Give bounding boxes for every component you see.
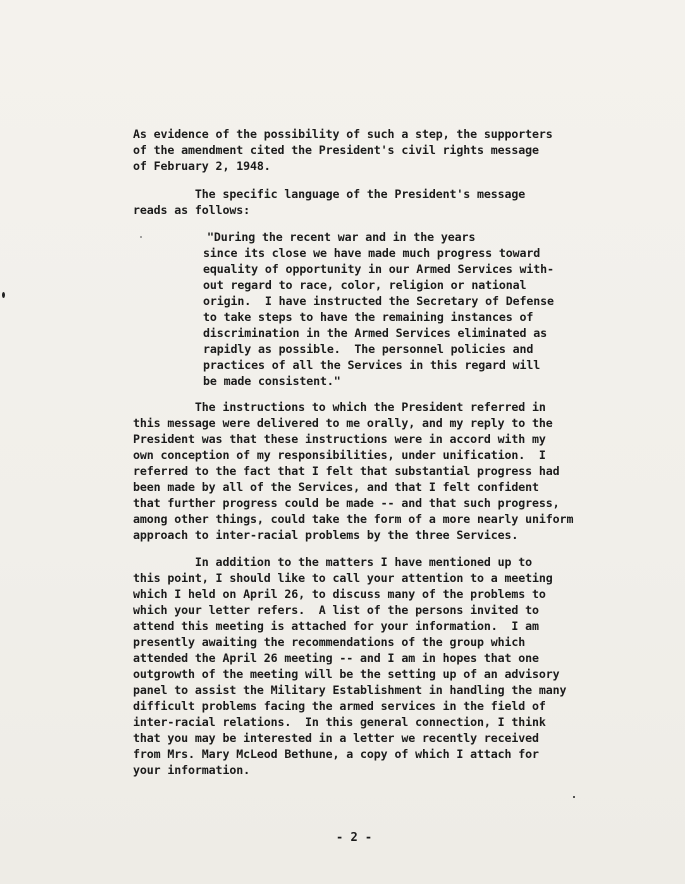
quote-line: out regard to race, color, religion or national xyxy=(203,278,527,292)
text-line: The specific language of the President's message xyxy=(133,187,526,201)
text-line: As evidence of the possibility of such a step, the supporters xyxy=(133,127,553,141)
text-line: this message were delivered to me orally, and my reply to the xyxy=(133,416,553,430)
text-line: presently awaiting the recommendations of the group which xyxy=(133,635,526,649)
text-line: approach to inter-racial problems by the three Services. xyxy=(133,528,519,542)
text-line: from Mrs. Mary McLeod Bethune, a copy of which I attach for xyxy=(133,747,539,761)
quote-line: origin. I have instructed the Secretary of Defense xyxy=(203,294,554,308)
scan-speck xyxy=(2,292,5,298)
text-line: referred to the fact that I felt that substantial progress had xyxy=(133,464,560,478)
text-line: The instructions to which the President referred in xyxy=(133,400,546,414)
text-line: that you may be interested in a letter we recently received xyxy=(133,731,539,745)
text-line: In addition to the matters I have mentioned up to xyxy=(133,555,533,569)
text-line: reads as follows: xyxy=(133,203,250,217)
text-line: of February 2, 1948. xyxy=(133,159,271,173)
text-line: President was that these instructions were in accord with my xyxy=(133,432,546,446)
text-line: that further progress could be made -- and that such progress, xyxy=(133,496,560,510)
quote-line: to take steps to have the remaining instances of xyxy=(203,310,534,324)
text-line: among other things, could take the form of a more nearly uniform xyxy=(133,512,574,526)
text-line: been made by all of the Services, and that I felt confident xyxy=(133,480,539,494)
text-line: panel to assist the Military Establishment in handling the many xyxy=(133,683,567,697)
text-line: difficult problems facing the armed services in the field of xyxy=(133,699,546,713)
page-number: - 2 - xyxy=(336,830,373,844)
text-line: your information. xyxy=(133,763,250,777)
quote-line: since its close we have made much progress toward xyxy=(203,246,541,260)
quote-line: equality of opportunity in our Armed Services with- xyxy=(203,262,554,276)
quote-line: rapidly as possible. The personnel policies and xyxy=(203,342,534,356)
quote-line: discrimination in the Armed Services eliminated as xyxy=(203,326,548,340)
text-line: this point, I should like to call your attention to a meeting xyxy=(133,571,553,585)
scan-speck xyxy=(140,236,142,238)
quote-line: practices of all the Services in this regard will xyxy=(203,358,541,372)
text-line: own conception of my responsibilities, under unification. I xyxy=(133,448,546,462)
text-line: attend this meeting is attached for your information. I am xyxy=(133,619,539,633)
text-line: attended the April 26 meeting -- and I am in hopes that one xyxy=(133,651,539,665)
text-line: of the amendment cited the President's civil rights message xyxy=(133,143,539,157)
text-line: outgrowth of the meeting will be the setting up of an advisory xyxy=(133,667,560,681)
quote-line: be made consistent." xyxy=(203,374,341,388)
text-line: which I held on April 26, to discuss many of the problems to xyxy=(133,587,546,601)
text-line: which your letter refers. A list of the persons invited to xyxy=(133,603,539,617)
scan-speck xyxy=(573,796,575,798)
quote-line: "During the recent war and in the years xyxy=(207,230,476,244)
text-line: inter-racial relations. In this general connection, I think xyxy=(133,715,546,729)
